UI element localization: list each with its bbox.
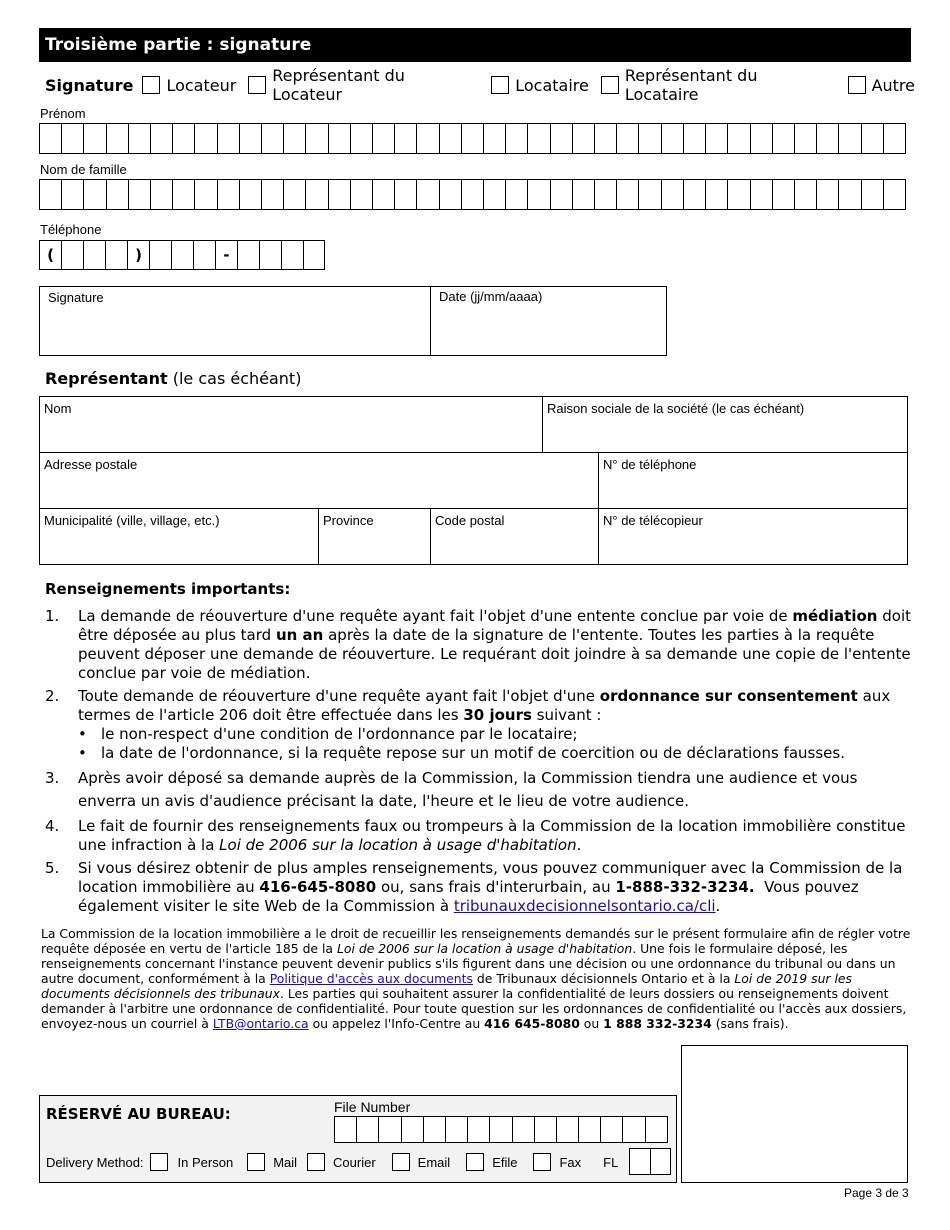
info-item-4: 4. Le fait de fournir des renseignements faux ou trompeurs à la Commission de la location immobilière constitue une infraction à la Loi de 2006 sur la location à usage d'habitation.: [45, 817, 906, 854]
first-name-char-box[interactable]: [240, 123, 262, 154]
info-bullet: • le non-respect d'une condition de l'ordonnance par le locataire;: [78, 725, 578, 743]
office-stamp-box: [681, 1045, 908, 1183]
info-title: Renseignements importants:: [45, 580, 291, 598]
fl-input[interactable]: [629, 1148, 671, 1175]
role-option-other[interactable]: Autre: [848, 76, 915, 95]
fl-label: FL: [603, 1154, 619, 1170]
page-number: Page 3 de 3: [844, 1186, 909, 1200]
fax-checkbox[interactable]: [533, 1153, 551, 1171]
phone-open-paren: (: [40, 240, 62, 270]
first-name-char-box[interactable]: [262, 123, 284, 154]
first-name-char-box[interactable]: [440, 123, 462, 154]
last-name-char-box[interactable]: [551, 179, 573, 210]
last-name-char-box[interactable]: [195, 179, 217, 210]
file-number-char-box[interactable]: [446, 1116, 468, 1143]
first-name-char-box[interactable]: [284, 123, 306, 154]
file-number-char-box[interactable]: [579, 1116, 601, 1143]
first-name-char-box[interactable]: [817, 123, 839, 154]
last-name-char-box[interactable]: [639, 179, 661, 210]
first-name-char-box[interactable]: [751, 123, 773, 154]
role-option-tenant[interactable]: Locataire: [491, 76, 589, 95]
first-name-char-box[interactable]: [684, 123, 706, 154]
date-field[interactable]: [430, 286, 667, 356]
info-bullet: • la date de l'ordonnance, si la requête repose sur un motif de coercition ou de déclarations fausses.: [78, 744, 845, 762]
last-name-char-box[interactable]: [173, 179, 195, 210]
file-number-char-box[interactable]: [601, 1116, 623, 1143]
access-policy-link[interactable]: Politique d'accès aux documents: [269, 971, 473, 986]
privacy-notice: La Commission de la location immobilière a le droit de recueillir les renseignements demandés sur le présent formulaire afin de régler votre requête déposée en vertu de l'article 185 de la Loi de 2006 sur la location à usage d'habitation. Une fois le formulaire déposé, les renseignements concernant l'instance peuvent devenir publics s'ils figurent dans une décision ou une ordonnance du tribunal ou dans un autre document, conformément à la Politique d'accès aux documents de Tribunaux décisionnels Ontario et à la Loi de 2019 sur les documents décisionnels des tribunaux. Les parties qui souhaitent assurer la confidentialité de leurs dossiers ou renseignements doivent demander à l'arbitre une ordonnance de confidentialité. Pour toute question sur les ordonnances de confidentialité ou l'accès aux dossiers, envoyez-nous un courriel à LTB@ontario.ca ou appelez l'Info-Centre au 416 645-8080 ou 1 888 332-3234 (sans frais).: [41, 926, 911, 1031]
representative-heading: Représentant (le cas échéant): [45, 369, 302, 388]
last-name-char-box[interactable]: [817, 179, 839, 210]
cli-website-link[interactable]: tribunauxdecisionnelsontario.ca/cli: [453, 897, 716, 915]
date-field-label: Date (jj/mm/aaaa): [439, 289, 543, 304]
last-name-char-box[interactable]: [684, 179, 706, 210]
last-name-char-box[interactable]: [417, 179, 439, 210]
phone-digit-box[interactable]: [260, 240, 282, 270]
role-option-landlord[interactable]: Locateur: [142, 76, 236, 95]
first-name-char-box[interactable]: [795, 123, 817, 154]
first-name-char-box[interactable]: [329, 123, 351, 154]
file-number-char-box[interactable]: [646, 1116, 668, 1143]
last-name-char-box[interactable]: [617, 179, 639, 210]
last-name-char-box[interactable]: [395, 179, 417, 210]
phone-digit-box[interactable]: [194, 240, 216, 270]
first-name-char-box[interactable]: [373, 123, 395, 154]
office-use-panel: [39, 1095, 677, 1183]
info-item-5: 5. Si vous désirez obtenir de plus amples renseignements, vous pouvez communiquer avec la Commission de la location immobilière au 416-645-8080 ou, sans frais d'interurbain, au 1-888-332-3234. Vous pouvez également visiter le site Web de la Commission à tribunauxdecisionnelsontario.ca/cli.: [45, 859, 903, 915]
rep-company-field[interactable]: Raison sociale de la société (le cas échéant): [542, 396, 908, 453]
delivery-method-row: Delivery Method: In Person Mail Courier Email Efile Fax FL: [46, 1154, 619, 1170]
first-name-char-box[interactable]: [862, 123, 884, 154]
section-title: Troisième partie : signature: [39, 28, 911, 62]
phone-digit-box[interactable]: [172, 240, 194, 270]
first-name-char-box[interactable]: [462, 123, 484, 154]
first-name-char-box[interactable]: [528, 123, 550, 154]
last-name-char-box[interactable]: [484, 179, 506, 210]
phone-label: Téléphone: [40, 222, 102, 237]
office-use-title: RÉSERVÉ AU BUREAU:: [46, 1105, 231, 1123]
delivery-method-label: Delivery Method:: [46, 1154, 144, 1170]
courier-checkbox[interactable]: [307, 1153, 325, 1171]
first-name-char-box[interactable]: [151, 123, 173, 154]
first-name-char-box[interactable]: [728, 123, 750, 154]
rep-name-field[interactable]: Nom: [39, 396, 543, 453]
phone-digit-box[interactable]: [62, 240, 84, 270]
first-name-char-box[interactable]: [573, 123, 595, 154]
info-item-2: 2. Toute demande de réouverture d'une requête ayant fait l'objet d'une ordonnance sur consentement aux termes de l'article 206 doit être effectuée dans les 30 jours suivant : • le non-respect d'une condition de l'ordonnance par le locataire; • la date de l'ordonnance, si la requête repose sur un motif de coercition ou de déclarations fausses.: [45, 687, 915, 763]
phone-input[interactable]: [39, 240, 325, 270]
fl-box[interactable]: [651, 1148, 671, 1175]
other-checkbox[interactable]: [848, 76, 866, 94]
last-name-char-box[interactable]: [751, 179, 773, 210]
phone-digit-box[interactable]: [304, 240, 325, 270]
signature-field-label: Signature: [48, 290, 104, 305]
last-name-input[interactable]: [39, 179, 907, 210]
last-name-char-box[interactable]: [329, 179, 351, 210]
last-name-char-box[interactable]: [839, 179, 861, 210]
last-name-char-box[interactable]: [773, 179, 795, 210]
important-info: [45, 580, 915, 920]
first-name-char-box[interactable]: [417, 123, 439, 154]
first-name-char-box[interactable]: [84, 123, 106, 154]
first-name-char-box[interactable]: [839, 123, 861, 154]
email-checkbox[interactable]: [392, 1153, 410, 1171]
tenant-rep-checkbox[interactable]: [601, 76, 619, 94]
file-number-char-box[interactable]: [335, 1116, 357, 1143]
first-name-char-box[interactable]: [107, 123, 129, 154]
file-number-input[interactable]: [334, 1116, 669, 1143]
first-name-char-box[interactable]: [884, 123, 906, 154]
file-number-char-box[interactable]: [623, 1116, 645, 1143]
signature-role-label: Signature: [45, 75, 134, 95]
file-number-char-box[interactable]: [513, 1116, 535, 1143]
rep-postal-field[interactable]: Code postal: [430, 508, 599, 565]
info-item-3: 3. Après avoir déposé sa demande auprès de la Commission, la Commission tiendra une audience et vous enverra un avis d'audience précisant la date, l'heure et le lieu de votre audience.: [45, 769, 858, 810]
first-name-input[interactable]: [39, 123, 907, 154]
last-name-char-box[interactable]: [62, 179, 84, 210]
first-name-char-box[interactable]: [773, 123, 795, 154]
signature-field[interactable]: [39, 286, 431, 356]
first-name-char-box[interactable]: [62, 123, 84, 154]
last-name-char-box[interactable]: [218, 179, 240, 210]
landlord-checkbox[interactable]: [142, 76, 160, 94]
efile-checkbox[interactable]: [466, 1153, 484, 1171]
last-name-char-box[interactable]: [595, 179, 617, 210]
last-name-char-box[interactable]: [884, 179, 906, 210]
info-item-1: 1. La demande de réouverture d'une requête ayant fait l'objet d'une entente conclue par voie de médiation doit être déposée au plus tard un an après la date de la signature de l'entente. Toutes les parties à la requête peuvent déposer une demande de réouverture. Le requérant doit joindre à sa demande une copie de l'entente conclue par voie de médiation.: [45, 607, 911, 682]
file-number-label: File Number: [334, 1099, 411, 1115]
first-name-char-box[interactable]: [351, 123, 373, 154]
last-name-label: Nom de famille: [40, 162, 127, 177]
last-name-char-box[interactable]: [440, 179, 462, 210]
role-option-tenant-rep[interactable]: Représentant du Locataire: [601, 66, 836, 104]
rep-fax-field[interactable]: N° de télécopieur: [598, 508, 908, 565]
first-name-label: Prénom: [40, 106, 86, 121]
phone-digit-box[interactable]: [106, 240, 128, 270]
file-number-char-box[interactable]: [535, 1116, 557, 1143]
first-name-char-box[interactable]: [662, 123, 684, 154]
last-name-char-box[interactable]: [528, 179, 550, 210]
signatory-role-row: [45, 66, 915, 104]
fl-box[interactable]: [630, 1148, 651, 1175]
phone-dash: -: [216, 240, 238, 270]
last-name-char-box[interactable]: [728, 179, 750, 210]
last-name-char-box[interactable]: [662, 179, 684, 210]
tenant-checkbox[interactable]: [491, 76, 509, 94]
last-name-char-box[interactable]: [151, 179, 173, 210]
file-number-char-box[interactable]: [424, 1116, 446, 1143]
first-name-char-box[interactable]: [595, 123, 617, 154]
landlord-rep-checkbox[interactable]: [248, 76, 266, 94]
first-name-char-box[interactable]: [506, 123, 528, 154]
last-name-char-box[interactable]: [240, 179, 262, 210]
phone-digit-box[interactable]: [150, 240, 172, 270]
last-name-char-box[interactable]: [351, 179, 373, 210]
phone-digit-box[interactable]: [282, 240, 304, 270]
last-name-char-box[interactable]: [284, 179, 306, 210]
file-number-char-box[interactable]: [357, 1116, 379, 1143]
first-name-char-box[interactable]: [484, 123, 506, 154]
last-name-char-box[interactable]: [373, 179, 395, 210]
first-name-char-box[interactable]: [706, 123, 728, 154]
last-name-char-box[interactable]: [573, 179, 595, 210]
last-name-char-box[interactable]: [262, 179, 284, 210]
last-name-char-box[interactable]: [107, 179, 129, 210]
last-name-char-box[interactable]: [84, 179, 106, 210]
first-name-char-box[interactable]: [195, 123, 217, 154]
in-person-checkbox[interactable]: [150, 1153, 168, 1171]
file-number-char-box[interactable]: [402, 1116, 424, 1143]
last-name-char-box[interactable]: [506, 179, 528, 210]
phone-digit-box[interactable]: [238, 240, 260, 270]
last-name-char-box[interactable]: [462, 179, 484, 210]
first-name-char-box[interactable]: [639, 123, 661, 154]
last-name-char-box[interactable]: [40, 179, 62, 210]
first-name-char-box[interactable]: [395, 123, 417, 154]
role-option-landlord-rep[interactable]: Représentant du Locateur: [248, 66, 479, 104]
last-name-char-box[interactable]: [129, 179, 151, 210]
last-name-char-box[interactable]: [795, 179, 817, 210]
mail-checkbox[interactable]: [247, 1153, 265, 1171]
rep-address-field[interactable]: Adresse postale: [39, 452, 599, 509]
last-name-char-box[interactable]: [306, 179, 328, 210]
first-name-char-box[interactable]: [218, 123, 240, 154]
ltb-email-link[interactable]: LTB@ontario.ca: [212, 1016, 309, 1031]
rep-city-field[interactable]: Municipalité (ville, village, etc.): [39, 508, 319, 565]
first-name-char-box[interactable]: [617, 123, 639, 154]
file-number-char-box[interactable]: [379, 1116, 401, 1143]
phone-digit-box[interactable]: [84, 240, 106, 270]
first-name-char-box[interactable]: [40, 123, 62, 154]
file-number-char-box[interactable]: [468, 1116, 490, 1143]
first-name-char-box[interactable]: [306, 123, 328, 154]
last-name-char-box[interactable]: [862, 179, 884, 210]
first-name-char-box[interactable]: [129, 123, 151, 154]
rep-province-field[interactable]: Province: [318, 508, 431, 565]
file-number-char-box[interactable]: [490, 1116, 512, 1143]
file-number-char-box[interactable]: [557, 1116, 579, 1143]
last-name-char-box[interactable]: [706, 179, 728, 210]
rep-phone-field[interactable]: N° de téléphone: [598, 452, 908, 509]
first-name-char-box[interactable]: [173, 123, 195, 154]
first-name-char-box[interactable]: [551, 123, 573, 154]
phone-close-paren: ): [128, 240, 150, 270]
